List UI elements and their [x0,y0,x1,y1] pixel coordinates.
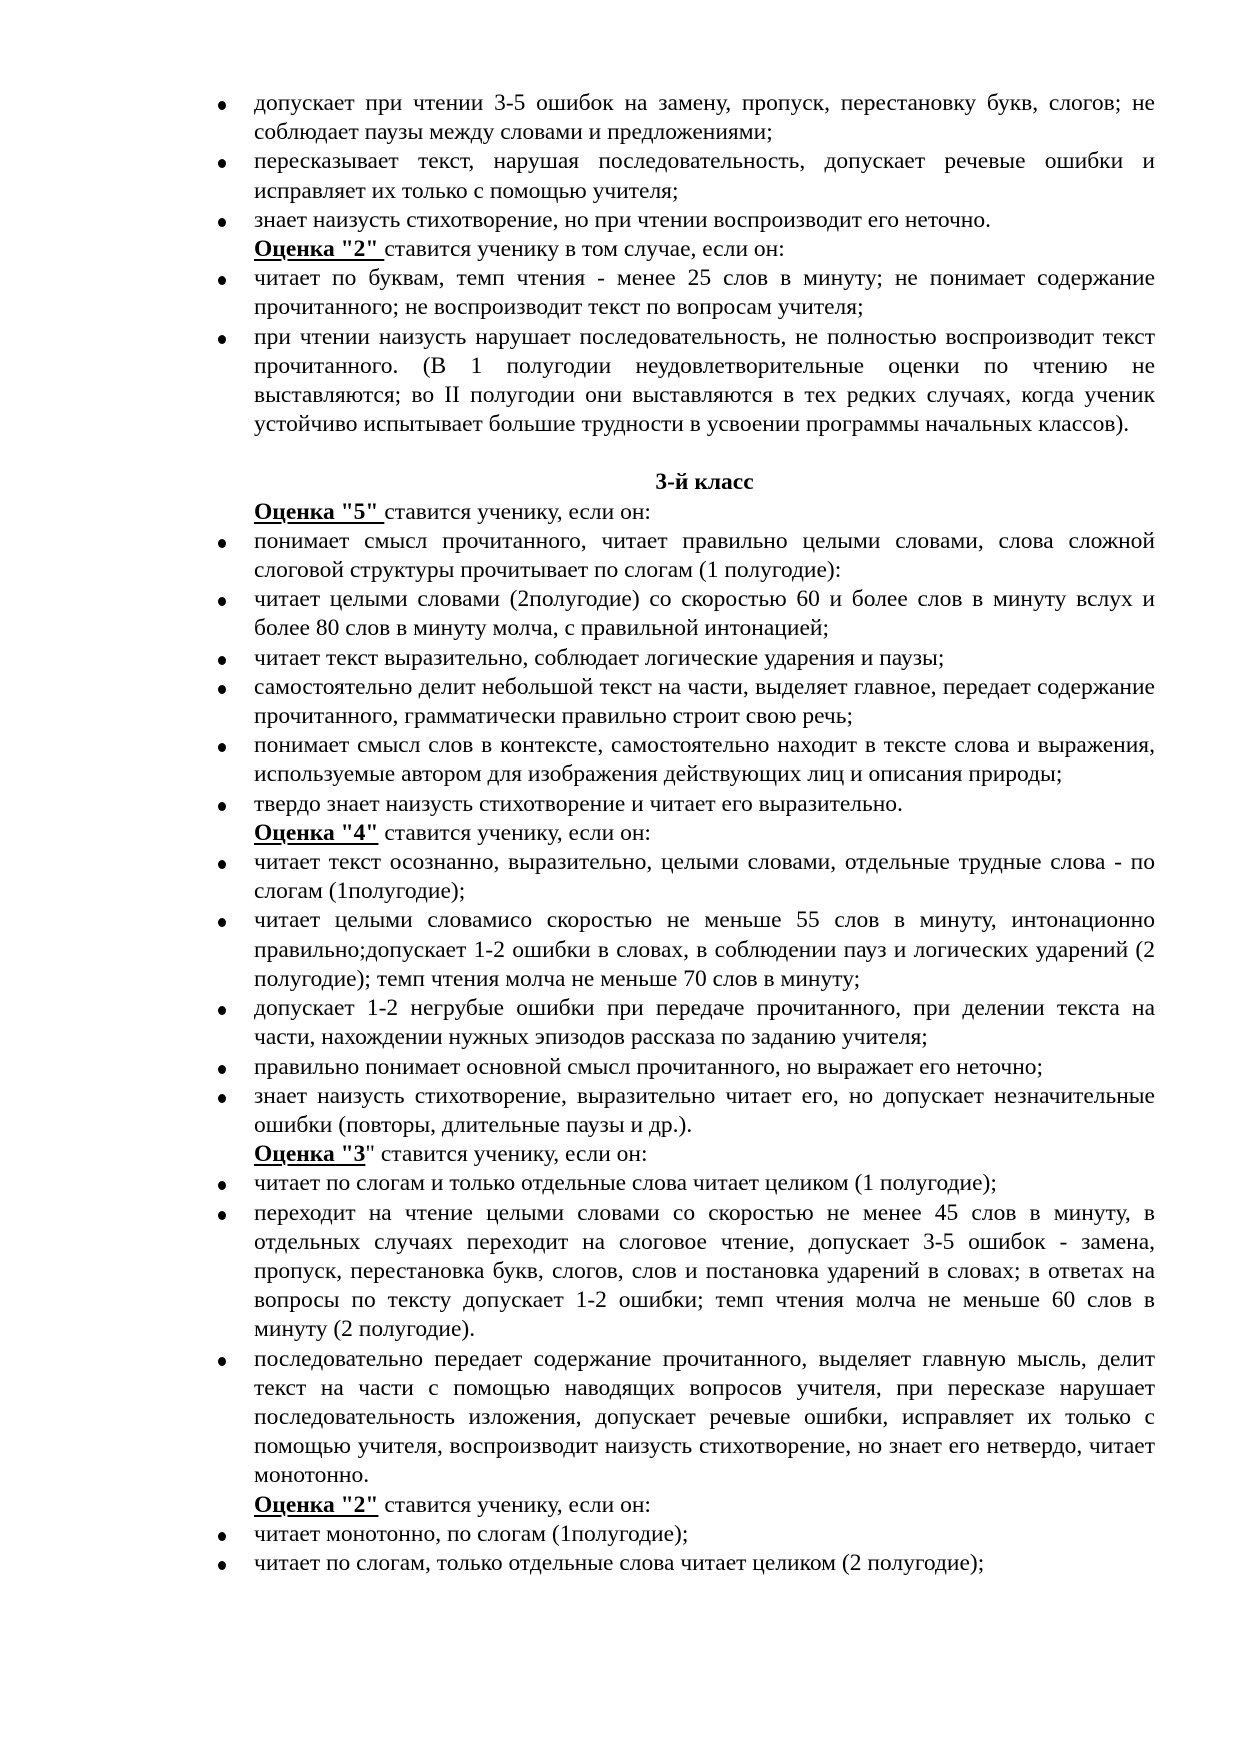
list-item-text: знает наизусть стихотворение, выразительно читает его, но допускает незначительные ошибки (повторы, длительные паузы и др.). [254,1082,1155,1138]
bullet-icon [218,743,226,752]
list-item-text: читает монотонно, по слогам (1полугодие); [254,1520,689,1547]
list-item [218,527,1155,585]
list-item-text: последовательно передает содержание прочитанного, выделяет главную мысль, делит текст на части с помощью наводящих вопросов учителя, при пересказе нарушает последовательность изложения, допускает речевые ошибки, исправляет их только с помощью учителя, воспроизводит наизусть стихотворение, но знает его нетвердо, читает монотонно. [254,1345,1155,1489]
grade-text: ставится ученику, если он: [378,819,651,846]
list-item-text: допускает при чтении 3-5 ошибок на замену, пропуск, перестановку букв, слогов; не соблюдает паузы между словами и предложениями; [254,90,1155,146]
bullet-icon [218,1357,226,1366]
bullet-icon [218,335,226,344]
grade-label: Оценка "3 [254,1141,366,1168]
list-item-text: читает текст выразительно, соблюдает логические ударения и паузы; [254,644,945,671]
grade-text: " ставится ученику, если он: [365,1141,648,1168]
list-item-text: самостоятельно делит небольшой текст на части, выделяет главное, передает содержание прочитанного, грамматически правильно строит свою речь; [254,673,1155,730]
bullet-icon [218,860,226,869]
grade-label: Оценка "2" [254,1491,379,1518]
list-item-text: переходит на чтение целыми словами со скоростью не менее 45 слов в минуту, в отдельных случаях переходит на слоговое чтение, допускает 3-5 ошибок - замена, пропуск, перестановка букв, слогов, слов и постановка ударений в словах; в ответах на вопросы по тексту допускает 1-2 ошибки; темп чтения молча не меньше 60 слов в минуту (2 полугодие). [254,1199,1155,1343]
bullet-icon [218,685,226,694]
list-item-text: знает наизусть стихотворение, но при чтении воспроизводит его неточно. [254,206,991,233]
bullet-icon [218,539,226,548]
list-item-text: при чтении наизусть нарушает последовательность, не полностью воспроизводит текст прочитанного. (В 1 полугодии неудовлетворительные оценки по чтению не выставляются; во II полугодии они выставляются в тех редких случаях, когда ученик устойчиво испытывает большие трудности в усвоении программы начальных классов). [254,323,1155,438]
grade-text: ставится ученику, если он: [378,1491,651,1518]
grade-text: ставится ученику в том случае, если он: [384,236,785,263]
bullet-icon [218,101,226,110]
list-item-text: читает целыми словами (2полугодие) со скоростью 60 и более слов в минуту вслух и более 80 слов в минуту молча, с правильной интонацией; [254,586,1155,642]
list-item [218,994,1155,1052]
grade-label: Оценка "5" [254,498,385,525]
list-item [218,644,1155,673]
list-item-text: пересказывает текст, нарушая последовательность, допускает речевые ошибки и исправляет их только с помощью учителя; [254,148,1155,204]
list-item [218,1053,1155,1082]
list-item [218,906,1155,994]
grade-label: Оценка "2" [254,236,385,263]
list-item-text: читает целыми словамисо скоростью не меньше 55 слов в минуту, интонационно правильно;допускает 1-2 ошибки в словах, в соблюдении пауз и логических ударений (2 полугодие); темп чтения молча не меньше 70 слов в минуту; [254,907,1155,992]
grade-5-heading [218,498,1155,527]
list-item-text: допускает 1-2 негрубые ошибки при передаче прочитанного, при делении текста на части, нахождении нужных эпизодов рассказа по заданию учителя; [254,995,1155,1051]
bullet-icon [218,1532,226,1541]
bullet-icon [218,159,226,168]
list-item [218,1199,1155,1345]
list-item-text: правильно понимает основной смысл прочитанного, но выражает его неточно; [254,1053,1044,1080]
list-item-text: читает по буквам, темп чтения - менее 25 слов в минуту; не понимает содержание прочитанного; не воспроизводит текст по вопросам учителя; [254,265,1155,321]
bullet-icon [218,1094,226,1103]
list-item [218,89,1155,147]
page-content [218,89,1155,1578]
list-item [218,323,1155,440]
list-item [218,1549,1155,1578]
bullet-icon [218,1211,226,1220]
list-item-text: читает по слогам и только отдельные слова читает целиком (1 полугодие); [254,1170,997,1197]
list-item-text: читает по слогам, только отдельные слова читает целиком (2 полугодие); [254,1549,985,1576]
grade-label: Оценка "4" [254,819,379,846]
bullet-icon [218,1065,226,1074]
list-item [218,1345,1155,1491]
list-item [218,206,1155,235]
list-item [218,1520,1155,1549]
list-item-text: твердо знает наизусть стихотворение и читает его выразительно. [254,790,903,817]
list-item-text: понимает смысл слов в контексте, самостоятельно находит в тексте слова и выражения, используемые автором для изображения действующих лиц и описания природы; [254,732,1155,788]
grade-2-heading [218,235,1155,264]
list-item [218,731,1155,789]
list-item-text: читает текст осознанно, выразительно, целыми словами, отдельные трудные слова - по слогам (1полугодие); [254,849,1155,905]
bullet-icon [218,1561,226,1570]
list-item [218,1169,1155,1198]
list-item [218,1082,1155,1140]
list-item [218,790,1155,819]
grade-text: ставится ученику, если он: [384,498,651,525]
list-item [218,673,1155,731]
bullet-icon [218,918,226,927]
list-item-text: понимает смысл прочитанного, читает правильно целыми словами, слова сложной слоговой структуры прочитывает по слогам (1 полугодие): [254,527,1155,584]
list-item [218,147,1155,205]
bullet-icon [218,802,226,811]
list-item [218,848,1155,906]
list-item [218,585,1155,643]
bullet-icon [218,597,226,606]
bullet-icon [218,656,226,665]
grade-3-heading [218,1140,1155,1169]
grade-4-heading [218,819,1155,848]
bullet-icon [218,1006,226,1015]
bullet-icon [218,276,226,285]
bullet-icon [218,218,226,227]
section-title: 3-й класс [655,469,754,496]
grade-2-heading [218,1491,1155,1520]
list-item [218,264,1155,322]
bullet-icon [218,1181,226,1190]
